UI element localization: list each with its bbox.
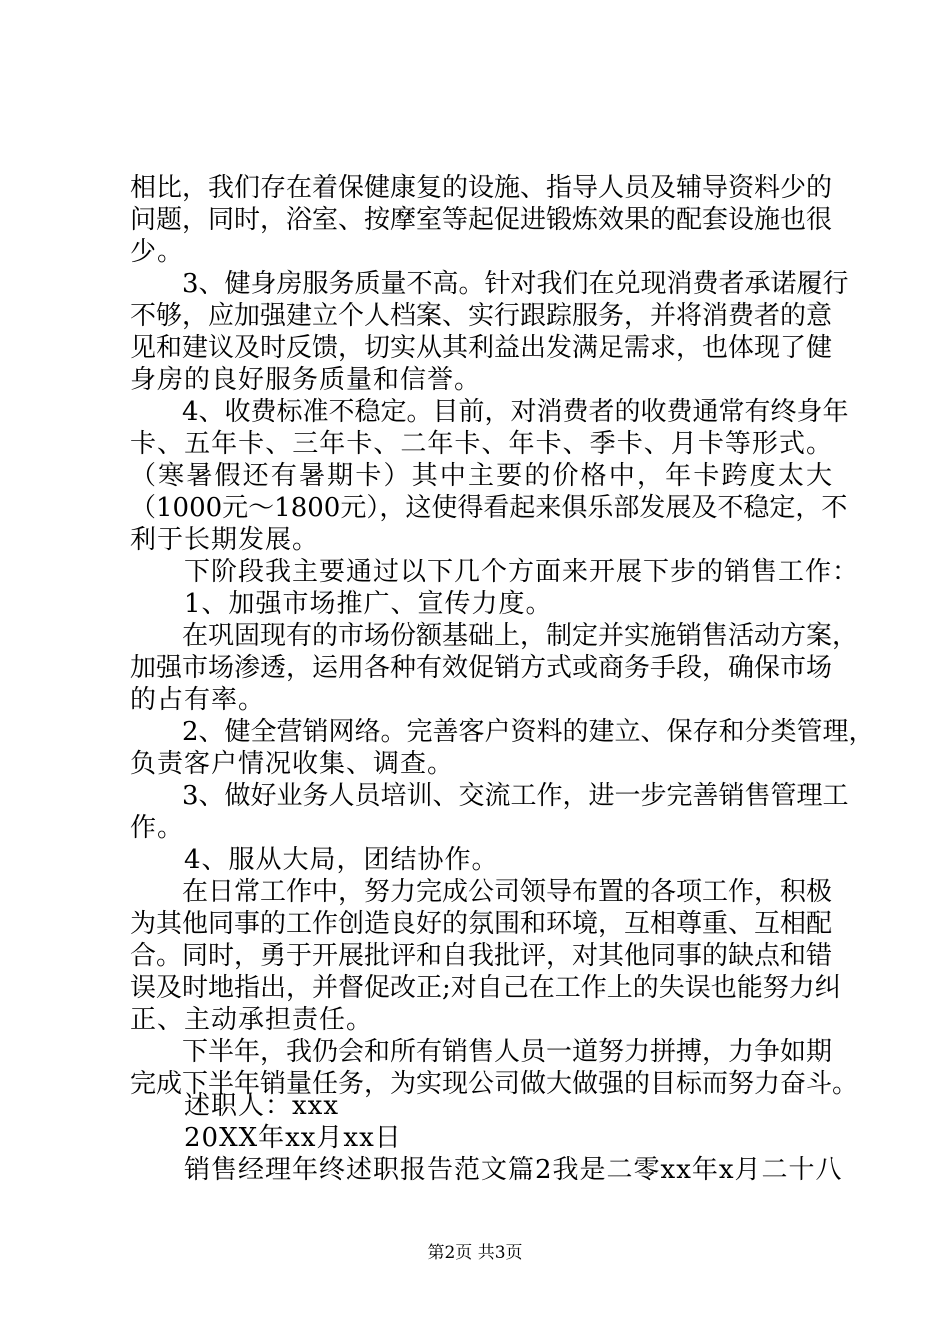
body-line: 完成下半年销量任务，为实现公司做大做强的目标而努力奋斗。 [130,1069,859,1099]
body-line: 加强市场渗透，运用各种有效促销方式或商务手段，确保市场 [130,653,833,683]
body-line: 见和建议及时反馈，切实从其利益出发满足需求，也体现了健 [130,333,833,363]
next-section-title: 销售经理年终述职报告范文篇2我是二零xx年x月二十八 [130,1155,843,1185]
body-line: 3、健身房服务质量不高。针对我们在兑现消费者承诺履行 [130,269,849,299]
body-line: 3、做好业务人员培训、交流工作，进一步完善销售管理工 [130,781,849,811]
body-line: 身房的良好服务质量和信誉。 [130,365,482,395]
body-line: 下半年，我仍会和所有销售人员一道努力拼搏，力争如期 [130,1037,833,1067]
body-line: 1、加强市场推广、宣传力度。 [130,589,553,619]
body-line: 4、收费标准不稳定。目前，对消费者的收费通常有终身年 [130,397,849,427]
body-line: 卡、五年卡、三年卡、二年卡、年卡、季卡、月卡等形式。 [130,429,832,459]
page-footer: 第2页 共3页 [427,1243,523,1263]
body-line: 为其他同事的工作创造良好的氛围和环境，互相尊重、互相配 [130,909,833,939]
body-line: 正、主动承担责任。 [130,1005,374,1035]
body-line: 相比，我们存在着保健康复的设施、指导人员及辅导资料少的 [130,173,833,203]
body-line: 误及时地指出，并督促改正;对自己在工作上的失误也能努力纠 [130,973,841,1003]
body-line: 4、服从大局，团结协作。 [130,845,499,875]
body-line: 利于长期发展。 [130,525,320,555]
reporter-line: 述职人：xxx [130,1091,339,1121]
body-line: 在巩固现有的市场份额基础上，制定并实施销售活动方案， [130,621,859,651]
body-line: 负责客户情况收集、调查。 [130,749,455,779]
body-line: （1000元～1800元），这使得看起来俱乐部发展及不稳定，不 [130,493,848,523]
body-line: 的占有率。 [130,685,266,715]
date-line: 20XX年xx月xx日 [130,1123,402,1153]
body-line: 不够，应加强建立个人档案、实行跟踪服务，并将消费者的意 [130,301,833,331]
body-line: 作。 [130,813,185,843]
body-line: 2、健全营销网络。完善客户资料的建立、保存和分类管理， [130,717,875,747]
body-line: 在日常工作中，努力完成公司领导布置的各项工作，积极 [130,877,833,907]
body-line: 下阶段我主要通过以下几个方面来开展下步的销售工作： [130,557,860,587]
body-line: 合。同时，勇于开展批评和自我批评，对其他同事的缺点和错 [130,941,833,971]
body-line: 少。 [130,237,185,267]
body-line: 问题，同时，浴室、按摩室等起促进锻炼效果的配套设施也很 [130,205,833,235]
body-line: （寒暑假还有暑期卡）其中主要的价格中，年卡跨度太大 [130,461,832,491]
